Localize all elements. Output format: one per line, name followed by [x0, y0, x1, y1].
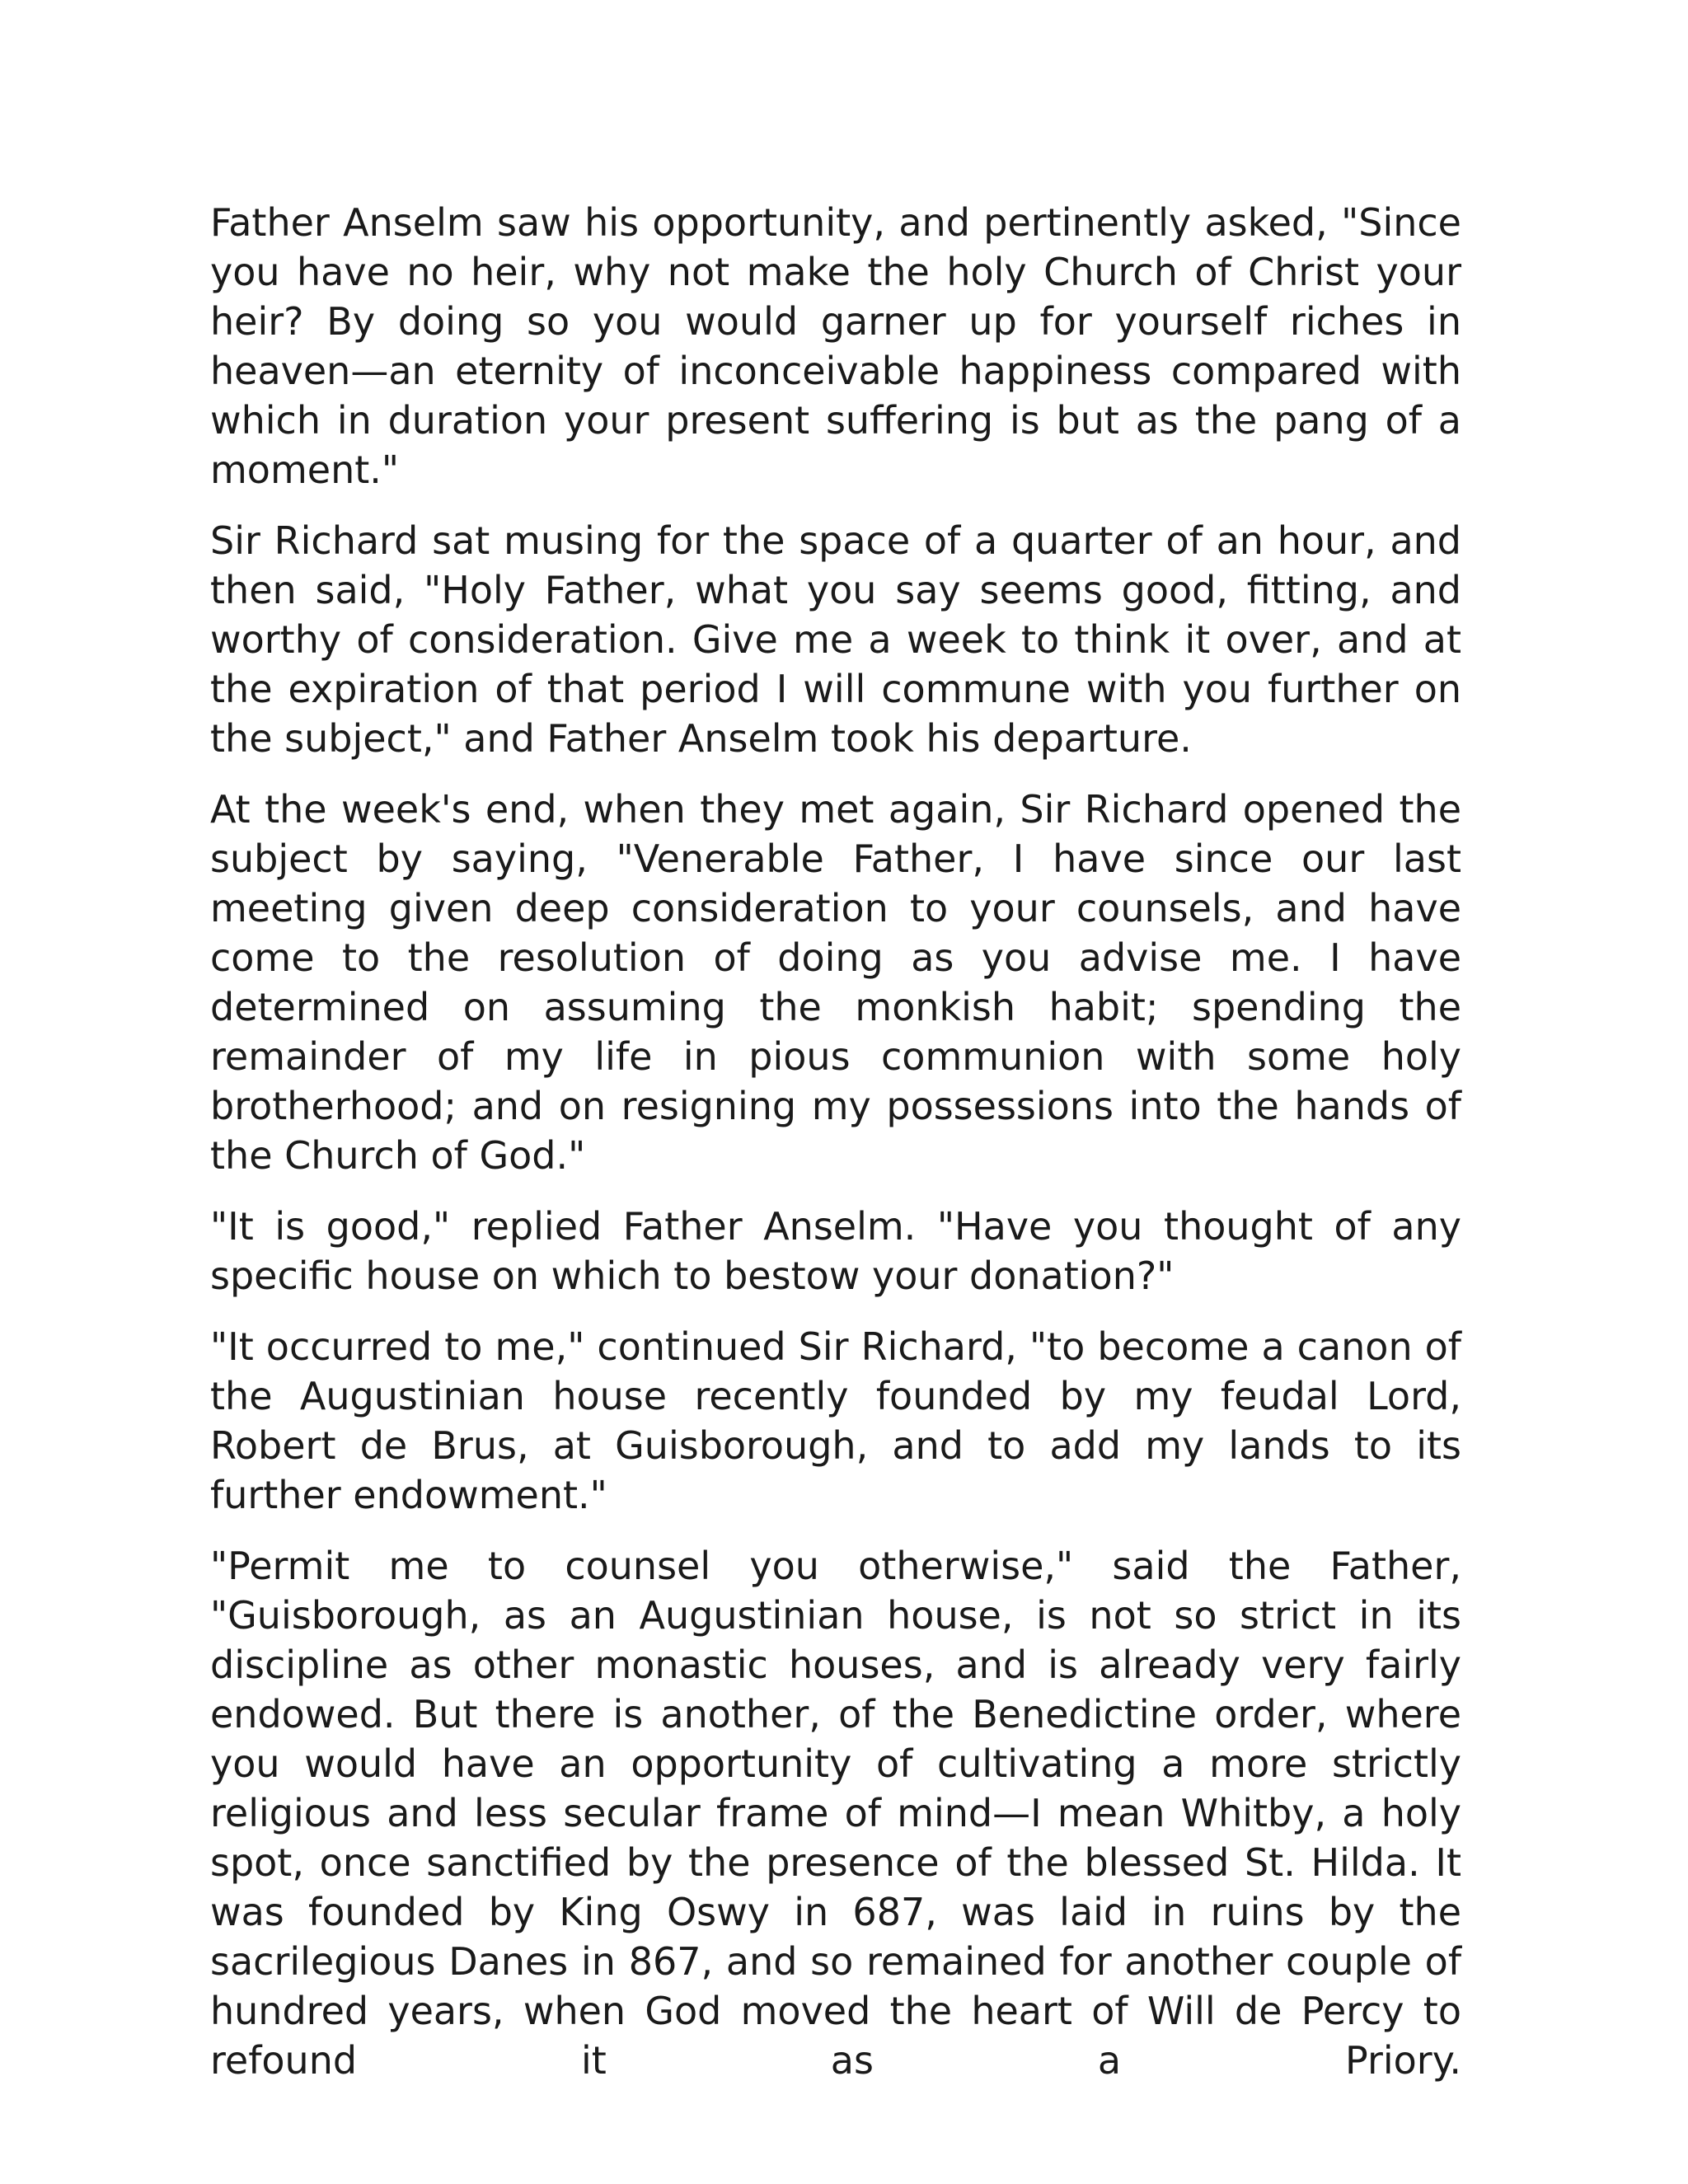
line: would have an opportunity of cultivating a more strictly religious and: [210, 1741, 1461, 1835]
line: "Guisborough, as an Augustinian house, is not so strict in its: [210, 1593, 1461, 1638]
line: possessions into the hands of the Church of God.": [210, 1084, 1461, 1178]
line: expiration of that period I will commune with you further on the: [210, 667, 1462, 761]
line: given deep consideration to your counsels, and have come to the: [210, 886, 1461, 980]
line: sanctified by the presence of the blessed St. Hilda. It was founded: [210, 1840, 1462, 1934]
line: have no heir, why not make the holy Church of Christ your heir? By: [210, 250, 1461, 344]
paragraph-5: [210, 1322, 1461, 1520]
line: then said, "Holy Father, what you say seems good, fitting, and: [210, 568, 1461, 612]
line: resolution of doing as you advise me. I have determined on: [210, 935, 1462, 1029]
line: Sir Richard sat musing for the space of a quarter of an hour, and: [210, 518, 1461, 563]
line: subject by saying, "Venerable Father, I have since our last meeting: [210, 837, 1461, 930]
line: Father Anselm saw his opportunity, and pertinently asked, "Since you: [210, 200, 1461, 294]
line: eternity of inconceivable happiness compared with which in duration: [210, 349, 1461, 443]
line: subject," and Father Anselm took his departure.: [284, 716, 1192, 761]
line: 867, and so remained for another couple of hundred years, when: [210, 1939, 1462, 2033]
line: by King Oswy in 687, was laid in ruins by the sacrilegious Danes in: [210, 1890, 1462, 1984]
line: de Brus, at Guisborough, and to add my lands to its further: [210, 1423, 1462, 1517]
paragraph-4: [210, 1202, 1461, 1301]
paragraph-6: [210, 1541, 1461, 2085]
line: worthy of consideration. Give me a week to think it over, and at the: [210, 617, 1461, 711]
line: "Permit me to counsel you otherwise," said the Father,: [210, 1544, 1461, 1588]
line: discipline as other monastic houses, and is already very fairly: [210, 1643, 1461, 1687]
line: pious communion with some holy brotherhood; and on resigning my: [210, 1034, 1461, 1128]
line: doing so you would garner up for yourself riches in heaven—an: [210, 299, 1461, 393]
line: "It is good," replied Father Anselm. "Have you thought of any: [210, 1204, 1461, 1249]
document-page: [210, 198, 1461, 2107]
line: the Augustinian house recently founded by my feudal Lord, Robert: [210, 1374, 1461, 1468]
paragraph-1: [210, 198, 1461, 494]
line: endowed. But there is another, of the Benedictine order, where you: [210, 1692, 1461, 1786]
line: "It occurred to me," continued Sir Richard, "to become a canon of: [210, 1324, 1461, 1369]
line: less secular frame of mind—I mean Whitby, a holy spot, once: [210, 1791, 1461, 1885]
line: assuming the monkish habit; spending the remainder of my life in: [210, 985, 1461, 1079]
paragraph-2: [210, 516, 1461, 763]
line: specific house on which to bestow your donation?": [210, 1254, 1175, 1298]
line: At the week's end, when they met again, Sir Richard opened the: [210, 787, 1461, 832]
line: your present suffering is but as the pang of a moment.": [210, 398, 1461, 492]
line: endowment.": [353, 1473, 607, 1517]
line: God moved the heart of Will de Percy to refound it as a Priory.: [210, 1989, 1461, 2083]
paragraph-3: [210, 785, 1461, 1180]
